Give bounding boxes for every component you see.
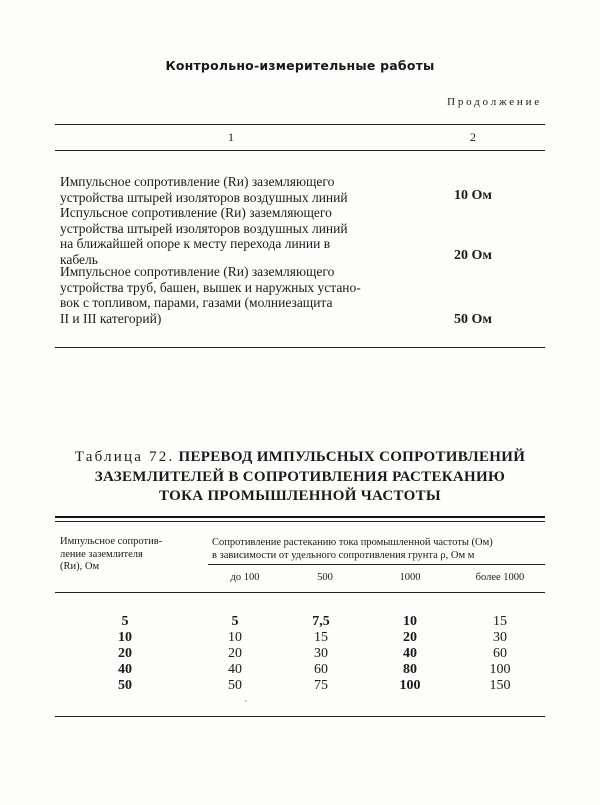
cell-over-1000: 30 — [493, 630, 507, 645]
cell-impulse: 20 — [118, 646, 132, 661]
header-group — [212, 537, 542, 562]
description-line: вок с топливом, парами, газами (молниезащита — [60, 295, 333, 310]
description-line: Импульсное сопротивление (Rи) заземляющего — [60, 264, 335, 279]
table-72-title — [0, 448, 600, 507]
table-row — [0, 630, 600, 646]
header-bottom-rule — [55, 592, 545, 593]
table-row — [0, 678, 600, 694]
cell-500: 15 — [314, 630, 328, 645]
continued-row-1-description — [60, 174, 400, 205]
cell-500: 30 — [314, 646, 328, 661]
continued-row-1-value: 10 Ом — [454, 188, 492, 203]
cell-up-to-100: 50 — [228, 678, 242, 693]
cell-500: 60 — [314, 662, 328, 677]
description-line: Испульсное сопротивление (Rи) заземляющего — [60, 205, 332, 220]
cell-1000: 20 — [403, 630, 417, 645]
description-line: Импульсное сопротивление (Rи) заземляющего — [60, 174, 335, 189]
header-left — [60, 536, 200, 574]
cell-500: 75 — [314, 678, 328, 693]
cell-impulse: 50 — [118, 678, 132, 693]
cell-1000: 10 — [403, 614, 417, 629]
description-line: устройства штырей изоляторов воздушных линий — [60, 220, 348, 236]
table-label: Таблица 72. — [74, 449, 175, 465]
cell-500: 7,5 — [312, 614, 330, 629]
table-top-rule — [55, 124, 545, 125]
title-line-1: ПЕРЕВОД ИМПУЛЬСНЫХ СОПРОТИВЛЕНИЙ — [178, 449, 526, 465]
subheader-3: 1000 — [399, 572, 421, 583]
cell-1000: 40 — [403, 646, 417, 661]
cell-over-1000: 150 — [489, 678, 511, 693]
header-group-rule — [208, 564, 545, 565]
table-72-top-rule-2 — [55, 521, 545, 522]
header-left-line: Импульсное сопротив- — [60, 536, 163, 547]
subheader-4: более 1000 — [475, 572, 525, 583]
title-line-2: ЗАЗЕМЛИТЕЛЕЙ В СОПРОТИВЛЕНИЯ РАСТЕКАНИЮ — [94, 468, 506, 485]
table-row — [0, 646, 600, 662]
cell-up-to-100: 40 — [228, 662, 242, 677]
continued-row-2-description — [60, 205, 400, 267]
cell-over-1000: 60 — [493, 646, 507, 661]
cell-impulse: 10 — [118, 630, 132, 645]
description-line: II и III категорий) — [60, 310, 162, 326]
cell-impulse: 5 — [121, 614, 129, 629]
cell-up-to-100: 20 — [228, 646, 242, 661]
column-number-2: 2 — [470, 130, 476, 144]
subheader-2: 500 — [317, 572, 333, 583]
header-group-line: Сопротивление растеканию тока промышленной частоты (Ом) — [212, 537, 493, 548]
header-left-line: ление заземлителя — [60, 548, 143, 560]
table-header-rule — [55, 150, 545, 151]
cell-up-to-100: 5 — [231, 614, 239, 629]
table-bottom-rule — [55, 347, 545, 348]
continued-row-3-value: 50 Ом — [454, 312, 492, 327]
column-number-1: 1 — [228, 130, 234, 144]
header-left-line: (Rи), Ом — [60, 561, 100, 572]
cell-1000: 80 — [403, 662, 417, 677]
table-72-bottom-rule — [55, 716, 545, 717]
continuation-label: Продолжение — [447, 96, 542, 108]
cell-1000: 100 — [399, 678, 421, 693]
stray-mark: ˊ — [244, 700, 248, 711]
table-row — [0, 614, 600, 630]
running-head: Контрольно-измерительные работы — [165, 58, 435, 73]
continued-row-2-value: 20 Ом — [454, 248, 492, 263]
subheader-1: до 100 — [230, 572, 260, 583]
cell-up-to-100: 10 — [228, 630, 242, 645]
description-line: на ближайшей опоре к месту перехода линии в — [60, 236, 331, 251]
description-line: кабель — [60, 251, 98, 267]
description-line: устройства штырей изоляторов воздушных линий — [60, 189, 348, 205]
header-group-line: в зависимости от удельного сопротивления грунта ρ, Ом м — [212, 549, 475, 561]
title-line-3: ТОКА ПРОМЫШЛЕННОЙ ЧАСТОТЫ — [159, 488, 441, 504]
continued-row-3-description — [60, 264, 400, 326]
cell-over-1000: 100 — [489, 662, 511, 677]
table-row — [0, 662, 600, 678]
table-72-top-rule-1 — [55, 516, 545, 518]
description-line: устройства труб, башен, вышек и наружных устано- — [60, 279, 361, 295]
cell-impulse: 40 — [118, 662, 132, 677]
cell-over-1000: 15 — [493, 614, 507, 629]
